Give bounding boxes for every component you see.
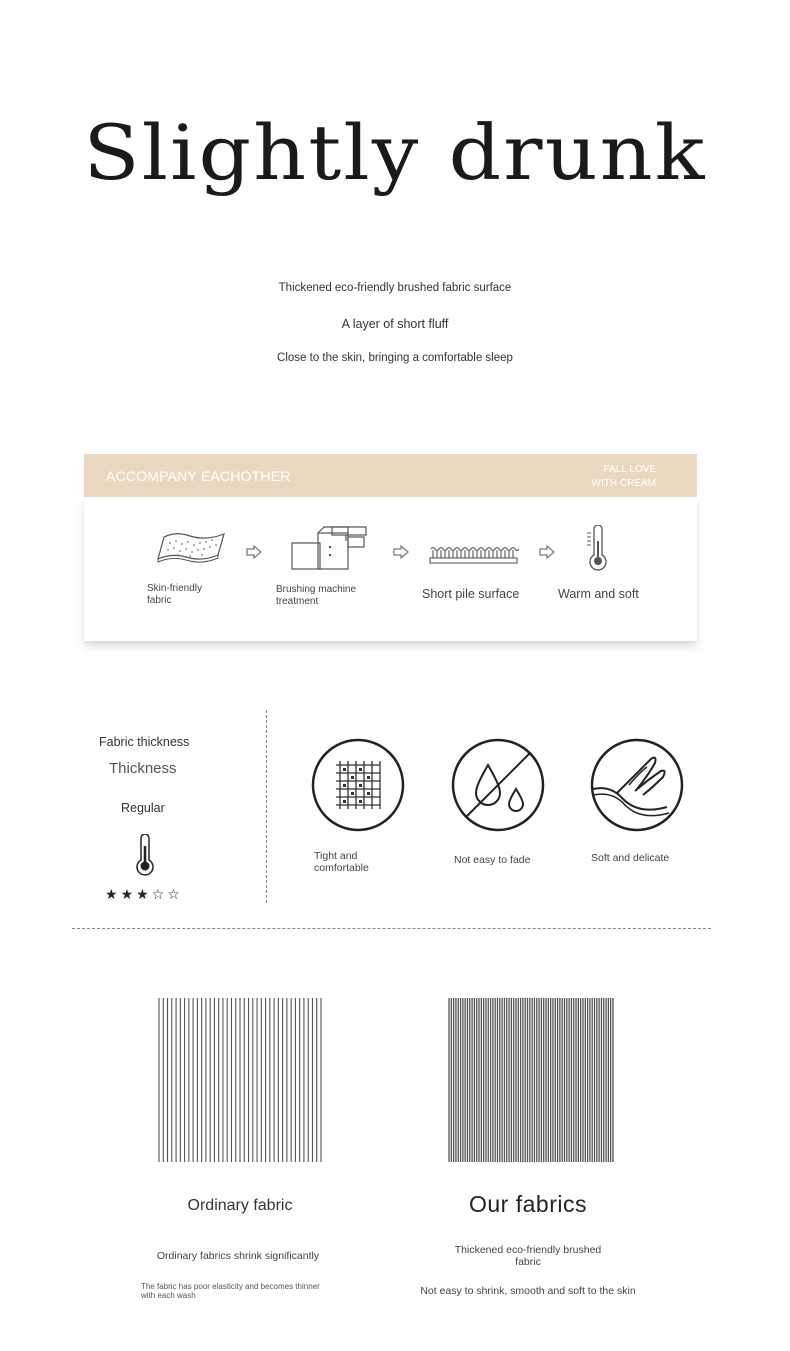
brushing-machine-icon: [290, 523, 370, 571]
banner-left-text: ACCOMPANY EACHOTHER: [106, 468, 291, 484]
star-empty-icon: ☆: [151, 886, 168, 902]
step-label-brushing: [276, 584, 356, 608]
ordinary-fabric-desc-1: Ordinary fabrics shrink significantly: [156, 1250, 320, 1262]
step-2-label-line-1: Brushing machine: [276, 584, 357, 595]
our-fabric-desc-2: Not easy to shrink, smooth and soft to the skin: [420, 1285, 636, 1297]
ordinary-fabric-desc-2a: The fabric has poor elasticity and becomes thinner: [141, 1282, 320, 1291]
banner-right-line-2: WITH CREAM: [591, 478, 656, 489]
intro-line-1: Thickened eco-friendly brushed fabric surface: [278, 282, 512, 294]
star-filled-icon: ★: [105, 886, 121, 902]
feature-1-label-line-1: Tight and: [314, 850, 358, 862]
star-filled-icon: ★: [136, 886, 152, 902]
step-label-skin-friendly: [147, 583, 202, 607]
step-label-short-pile: Short pile surface: [422, 587, 520, 601]
step-2-label-line-2: treatment: [276, 596, 319, 607]
no-water-drop-icon: [450, 737, 546, 833]
short-pile-icon: [429, 545, 519, 565]
page-title: Slightly drunk: [83, 108, 707, 197]
feature-label-soft: Soft and delicate: [591, 852, 670, 864]
star-empty-icon: ☆: [167, 886, 183, 902]
our-fabric-desc-1a: Thickened eco-friendly brushed: [454, 1244, 602, 1256]
step-1-label-line-1: Skin-friendly: [147, 583, 203, 594]
our-fabric-lines: [445, 996, 615, 1164]
arrow-right-icon: [539, 545, 555, 559]
weave-icon: [310, 737, 406, 833]
step-1-label-line-2: fabric: [147, 595, 172, 606]
ordinary-fabric-title: Ordinary fabric: [187, 1197, 293, 1214]
ordinary-fabric-desc-2: [141, 1282, 320, 1300]
our-fabric-desc-1b: fabric: [515, 1256, 541, 1268]
feature-label-tight: [314, 850, 369, 874]
vertical-divider: [266, 710, 267, 903]
star-filled-icon: ★: [120, 886, 137, 902]
banner: [84, 454, 697, 497]
arrow-right-icon: [246, 545, 262, 559]
intro-line-3: Close to the skin, bringing a comfortable sleep: [277, 352, 513, 364]
thickness-subheading: Thickness: [109, 760, 177, 777]
process-card: [84, 497, 697, 641]
intro-line-2: A layer of short fluff: [341, 317, 449, 331]
arrow-right-icon: [393, 545, 409, 559]
thickness-heading: Fabric thickness: [99, 735, 190, 749]
thickness-rating: [105, 886, 189, 902]
thermometer-icon: [584, 525, 610, 573]
banner-right-text: [592, 463, 656, 491]
our-fabrics-title: Our fabrics: [469, 1191, 587, 1217]
our-fabric-desc-1: [428, 1244, 628, 1268]
horizontal-divider: [72, 928, 711, 929]
feature-1-label-line-2: comfortable: [314, 862, 369, 874]
banner-right-line-1: FALL LOVE: [603, 464, 656, 475]
thickness-level: Regular: [121, 801, 165, 815]
soft-touch-icon: [589, 737, 685, 833]
feature-label-fade: Not easy to fade: [454, 854, 531, 866]
step-label-warm-soft: Warm and soft: [558, 587, 639, 601]
ordinary-fabric-lines: [155, 996, 325, 1164]
fabric-sheet-icon: [156, 527, 228, 567]
ordinary-fabric-desc-2b: with each wash: [141, 1291, 196, 1300]
thickness-thermometer-icon: [134, 834, 156, 876]
